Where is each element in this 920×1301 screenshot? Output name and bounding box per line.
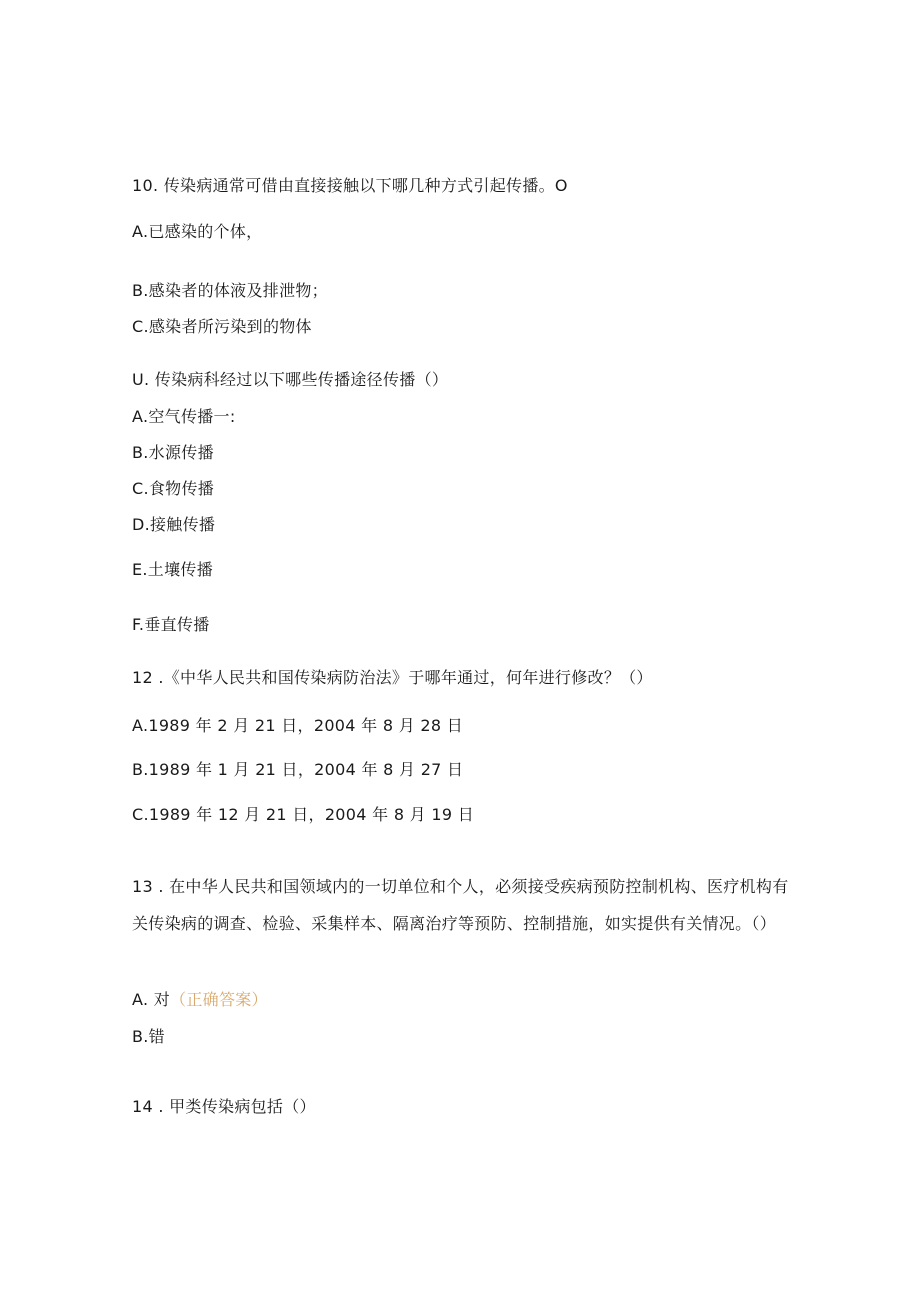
question-13-option-a-label: A. 对 <box>132 990 171 1009</box>
question-11-stem: U. 传染病科经过以下哪些传播途径传播（） <box>132 370 449 389</box>
question-11-option-d: D.接触传播 <box>132 515 216 534</box>
question-12-stem: 12 .《中华人民共和国传染病防治法》于哪年通过，何年进行修改？（） <box>132 668 653 687</box>
question-12-option-a: A.1989 年 2 月 21 日，2004 年 8 月 28 日 <box>132 716 464 735</box>
question-10-option-a: A.已感染的个体， <box>132 222 263 241</box>
question-10-option-c: C.感染者所污染到的物体 <box>132 317 312 336</box>
question-11-option-e: E.土壤传播 <box>132 560 213 579</box>
question-13-option-a <box>132 990 268 1010</box>
question-13-option-b: B.错 <box>132 1027 165 1046</box>
question-12-option-c: C.1989 年 12 月 21 日，2004 年 8 月 19 日 <box>132 805 475 824</box>
question-11-option-f: F.垂直传播 <box>132 615 210 634</box>
question-14-stem: 14 . 甲类传染病包括（） <box>132 1097 316 1116</box>
question-10-stem: 10. 传染病通常可借由直接接触以下哪几种方式引起传播。O <box>132 176 568 195</box>
correct-answer-mark: （正确答案） <box>170 990 268 1009</box>
question-11-option-a: A.空气传播一: <box>132 407 236 426</box>
question-11-option-b: B.水源传播 <box>132 443 214 462</box>
question-11-option-c: C.食物传播 <box>132 479 215 498</box>
question-13-stem: 13 . 在中华人民共和国领域内的一切单位和个人，必须接受疾病预防控制机构、医疗机构有关传染病的调查、检验、采集样本、隔离治疗等预防、控制措施，如实提供有关情况。（） <box>132 877 789 933</box>
question-12-option-b: B.1989 年 1 月 21 日，2004 年 8 月 27 日 <box>132 760 464 779</box>
question-10-option-b: B.感染者的体液及排泄物； <box>132 281 328 300</box>
